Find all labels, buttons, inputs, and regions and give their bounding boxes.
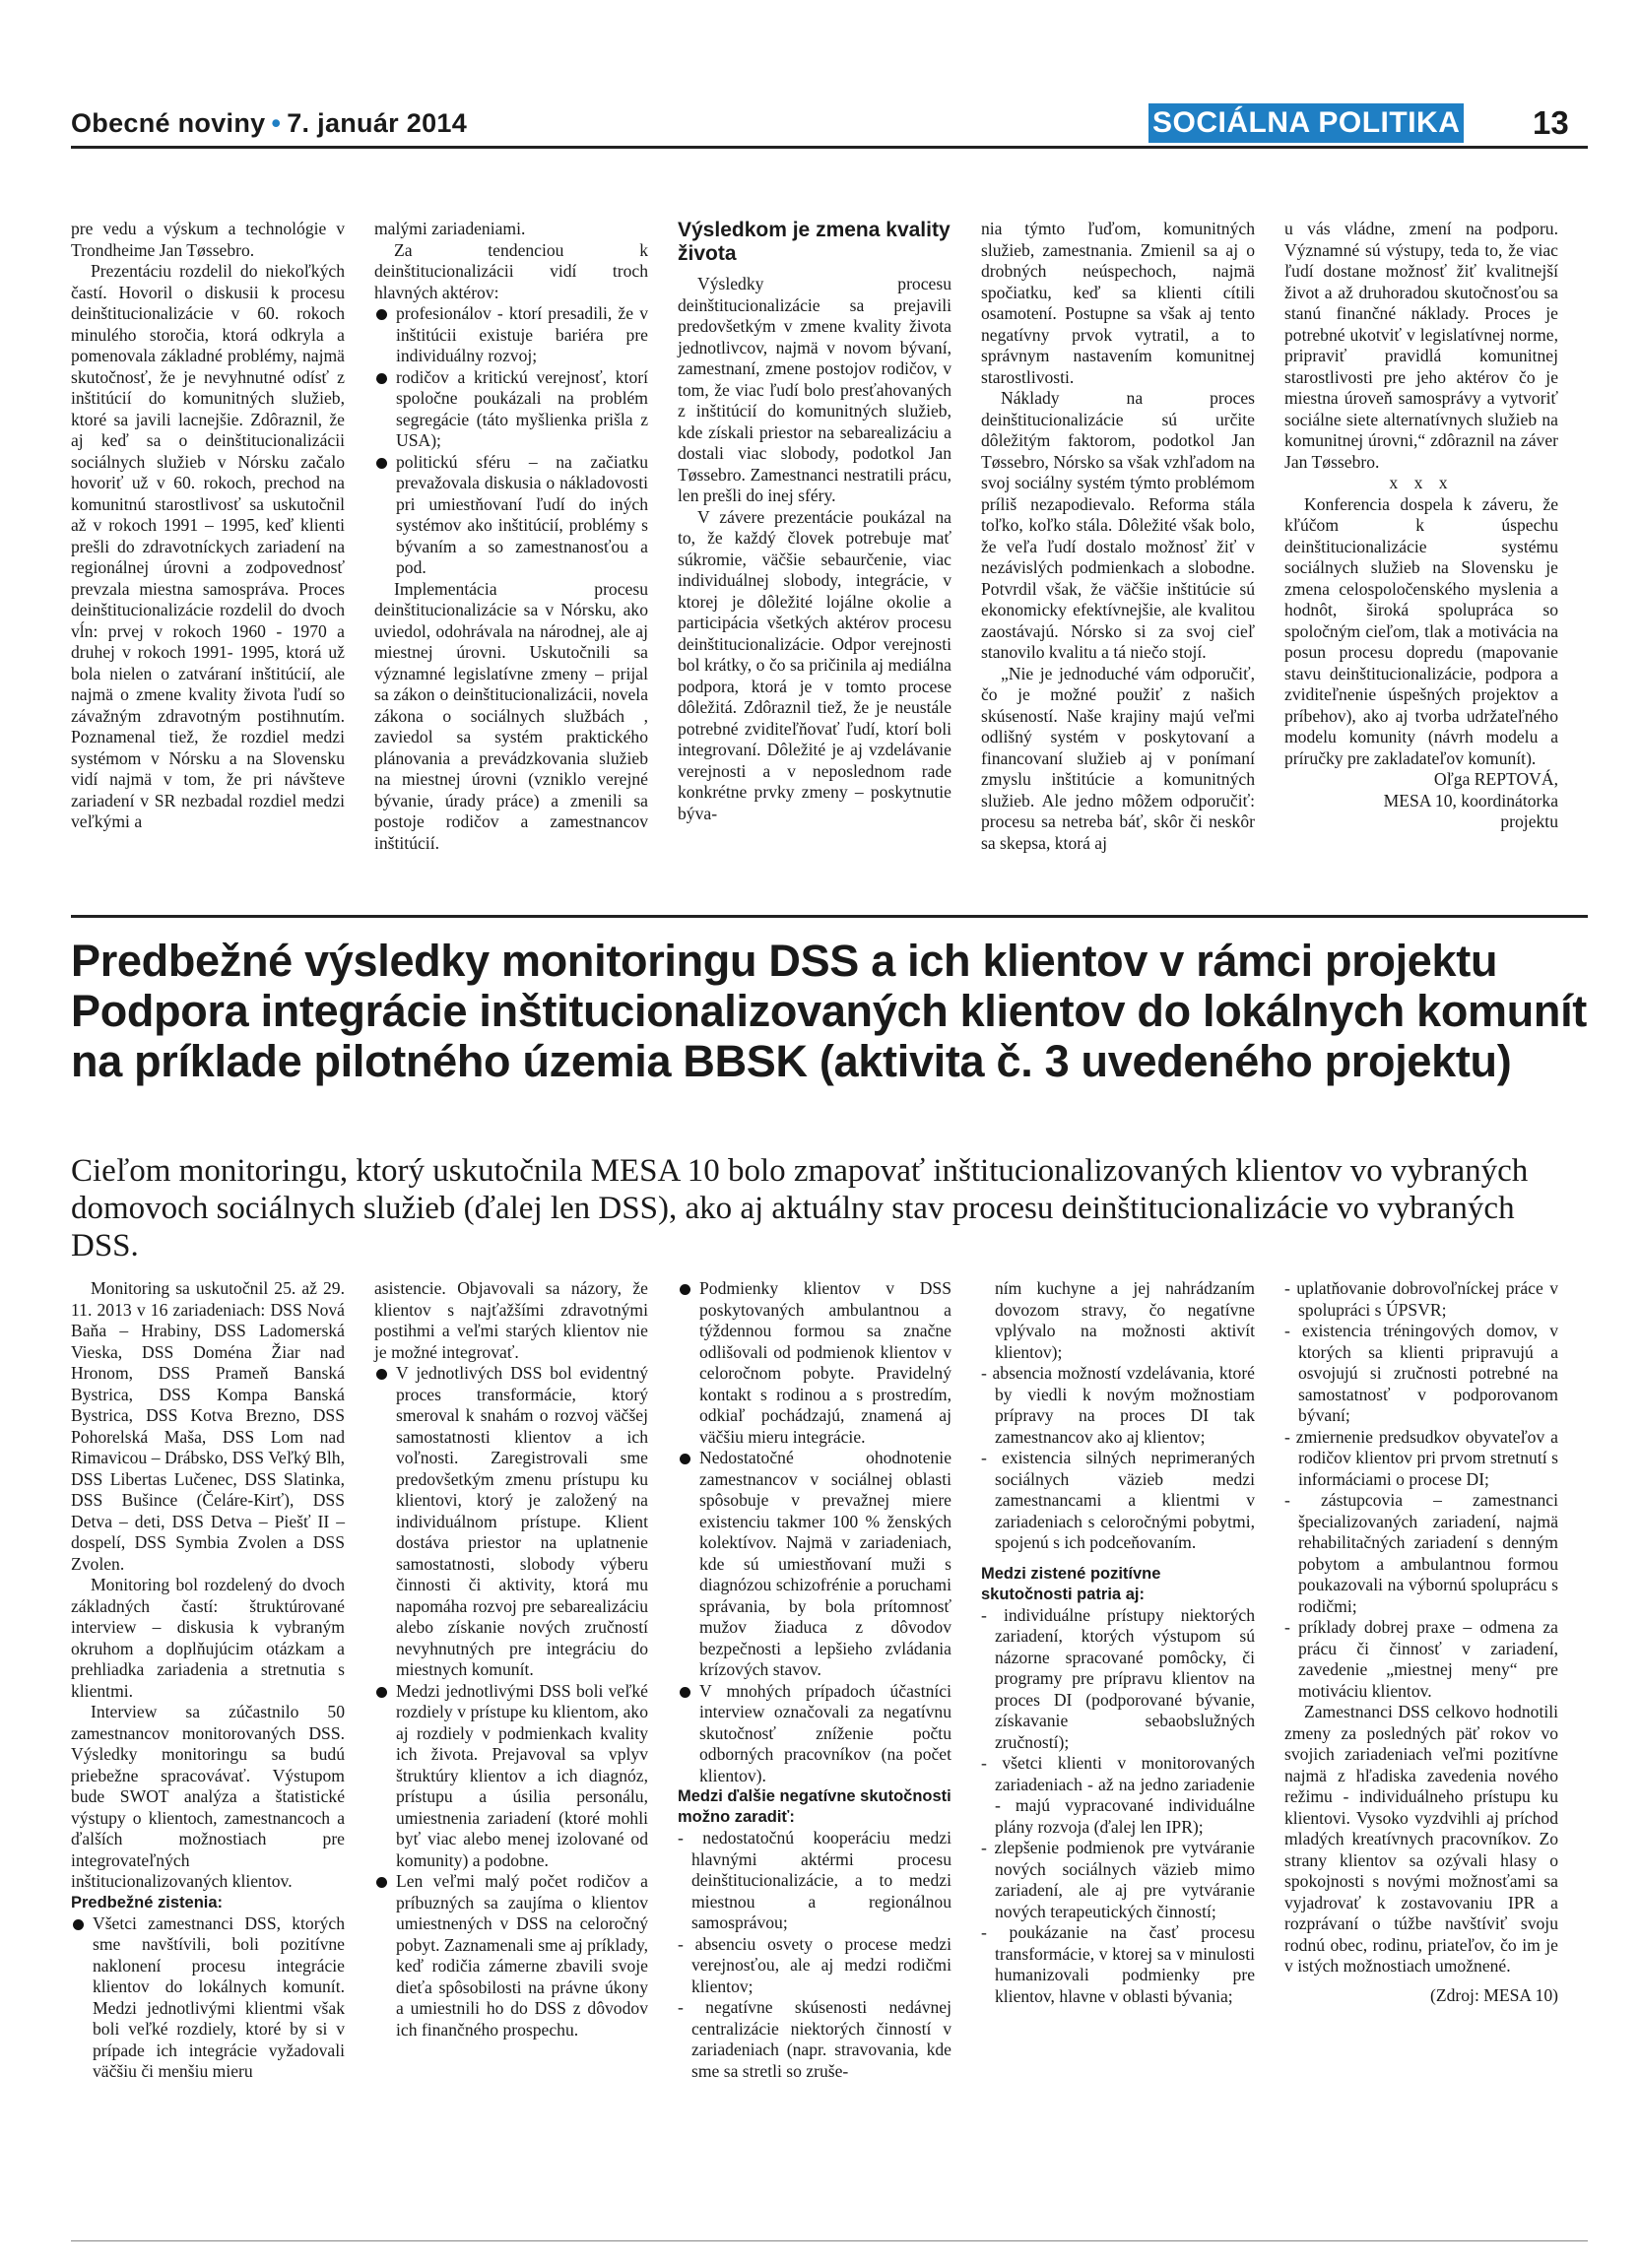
- top-article-column-1: [71, 219, 345, 833]
- author-role: projektu: [1500, 811, 1558, 831]
- main-article-column-5: [1284, 1278, 1558, 2006]
- article-divider: [71, 915, 1588, 918]
- dash-item: - všetci klienti v monitorovaných zariadeniach - až na jedno zariadenie - majú vypracované individuálne plány rozvoja (ďalej len IPR);: [981, 1753, 1255, 1837]
- subheading: Výsledkom je zmena kvality života: [678, 219, 951, 265]
- header-rule: [71, 146, 1588, 149]
- paragraph: malými zariadeniami.: [374, 219, 526, 238]
- dash-item: - absencia možností vzdelávania, ktoré by viedli k novým možnostiam prípravy na proces DI tak zamestnancov ako aj klientov;: [981, 1363, 1255, 1447]
- dash-item: - príklady dobrej praxe – odmena za prácu či činnosť v zariadení, zavedenie „miestnej meny“ pre motiváciu klientov.: [1284, 1617, 1558, 1701]
- issue-date: 7. január 2014: [287, 108, 468, 138]
- paragraph: Výsledky procesu deinštitucionalizácie sa prejavili predovšetkým v zmene kvality života jednotlivcov, najmä v novom bývaní, zamestnaní, zmene postojov rodičov, v tom, že viac ľudí bolo presťahovaných z inštitúcií do komunitných služieb, kde získali priestor na sebarealizáciu a dostali viac slobody, podotkol Jan Tøssebro. Zamestnanci nestratili prácu, len prešli do inej sféry.: [678, 274, 951, 505]
- dash-item: - zmiernenie predsudkov obyvateľov a rodičov klientov pri prvom stretnutí s informáciami o procese DI;: [1284, 1426, 1558, 1489]
- page-number: 13: [1533, 104, 1569, 141]
- dash-item: - absenciu osvety o procese medzi verejnosťou, ale aj medzi rodičmi klientov;: [678, 1933, 951, 1996]
- lead-paragraph: Cieľom monitoringu, ktorý uskutočnila MESA 10 bolo zmapovať inštitucionalizovaných klientov vo vybraných domovoch sociálnych služieb (ďalej len DSS), ako aj aktuálny stav procesu deinštitucionalizácie vo vybraných DSS.: [71, 1153, 1529, 1264]
- bold-heading: Medzi zistené pozitívne skutočnosti patria aj:: [981, 1564, 1161, 1603]
- bullet-item: profesionálov - ktorí presadili, že v inštitúcii existuje bariéra pre individuálny rozvoj;: [374, 303, 648, 367]
- bullet-item: Len veľmi malý počet rodičov a príbuzných sa zaujíma o klientov umiestnených v DSS na celoročný pobyt. Zaznamenali sme aj príklady, keď rodičia zámerne zbavili svoje dieťa spôsobilosti na právne úkony a umiestnili ho do DSS z dôvodov ich finančného prospechu.: [374, 1871, 648, 2041]
- masthead: [71, 108, 467, 139]
- paragraph: asistencie. Objavovali sa názory, že klientov s najťažšími zdravotnými postihmi a veľmi starých klientov nie je možné integrovať.: [374, 1278, 648, 1362]
- bold-heading: Medzi ďalšie negatívne skutočnosti možno zaradiť:: [678, 1787, 951, 1826]
- bullet-item: Podmienky klientov v DSS poskytovaných ambulantnou a týždennou formou sa značne odlišovali od podmienok klientov v celoročnom pobyte. Pravidelný kontakt s rodinou a s prostredím, odkiaľ pochádzajú, znamená aj väčšiu mieru integrácie.: [678, 1278, 951, 1448]
- paragraph: „Nie je jednoduché vám odporučiť, čo je možné použiť z našich skúseností. Naše krajiny majú veľmi odlišný systém v poskytovaní a financovaní služieb aj v ponímaní zmyslu inštitúcie a komunitných služieb. Ale jedno môžem odporučiť: procesu sa netreba báť, skôr či neskôr sa skepsa, ktorá aj: [981, 663, 1255, 853]
- bullet-item: Medzi jednotlivými DSS boli veľké rozdiely v prístupe ku klientom, ako aj rozdiely v podmienkach kvality ich života. Prejavoval sa vplyv štruktúry klientov a ich diagnóz, prístupu a úsilia personálu, umiestnenia zariadení (ktoré mohli byť viac alebo menej izolované od komunity) a podobne.: [374, 1681, 648, 1872]
- dash-item: - poukázanie na časť procesu transformácie, v ktorej sa v minulosti humanizovali podmienky pre klientov, hlavne v oblasti bývania;: [981, 1922, 1255, 2006]
- paragraph: u vás vládne, zmení na podporu. Významné sú výstupy, teda to, že viac ľudí dostane možnosť žiť kvalitnejší život a až druhoradou skutočnosťou sa stanú finančné náklady. Proces je potrebné ukotviť v legislatívnej norme, pripraviť pravidlá komunitnej starostlivosti pre jeho aktérov čo je miestna úroveň samosprávy a vytvoriť sociálne siete alternatívnych služieb na komunitnej úrovni,“ zdôraznil na záver Jan Tøssebro.: [1284, 219, 1558, 472]
- bullet-item: rodičov a kritickú verejnosť, ktorí spoločne poukázali na problém segregácie (táto myšlienka prišla z USA);: [374, 367, 648, 452]
- dash-item: - negatívne skúsenosti nedávnej centralizácie niektorých činností v zariadeniach (napr. stravovania, kde sme sa stretli so zruše-: [678, 1997, 951, 2081]
- top-article-column-2: [374, 219, 648, 854]
- dash-item: - existencia tréningových domov, v ktorých sa klienti pripravujú a osvojujú si zručnosti potrebné na samostatnosť v podporovanom bývaní;: [1284, 1321, 1558, 1425]
- dash-item: - zlepšenie podmienok pre vytváranie nových sociálnych väzieb mimo zariadení, ale aj pre vytváranie nových terapeutických činností;: [981, 1838, 1255, 1921]
- paragraph: V závere prezentácie poukázal na to, že každý človek potrebuje mať súkromie, väčšie sebaurčenie, viac individuálnej slobody, integrácie, v ktorej je dôležité lojálne okolie a participácia všetkých aktérov procesu deinštitucionalizácie. Odpor verejnosti bol krátky, o čo sa pričinila aj mediálna podpora, ktorá je v tomto procese dôležitá. Zdôraznil tiež, že je neustále potrebné zviditeľňovať ľudí, ktorí boli integrovaní. Dôležité je aj vzdelávanie verejnosti a v neposlednom rade konkrétne prvky zmeny – poskytnutie býva-: [678, 506, 951, 823]
- section-label: SOCIÁLNA POLITIKA: [1148, 103, 1464, 143]
- bold-heading: Predbežné zistenia:: [71, 1893, 224, 1912]
- paragraph: Za tendenciou k deinštitucionalizácii vidí troch hlavných aktérov:: [374, 239, 648, 302]
- dash-item-continued: ním kuchyne a jej nahrádzaním dovozom stravy, čo negatívne vplývalo na možnosti aktivít klientov);: [995, 1278, 1255, 1362]
- paragraph: Monitoring bol rozdelený do dvoch základných častí: štruktúrované interview – diskusia k vybraným okruhom a doplňujúcim otázkam a prehliadka zariadenia a stretnutia s klientmi.: [71, 1575, 345, 1701]
- top-article-column-3: [678, 219, 951, 824]
- paragraph: Monitoring sa uskutočnil 25. až 29. 11. 2013 v 16 zariadeniach: DSS Nová Baňa – Hrabiny, DSS Ladomerská Vieska, DSS Doména Žiar nad Hronom, DSS Prameň Banská Bystrica, DSS Kompa Banská Bystrica, DSS Kotva Brezno, DSS Pohorelská Maša, DSS Lom nad Rimavicou – Drábsko, DSS Veľký Blh, DSS Libertas Lučenec, DSS Slatinka, DSS Bušince (Čeláre-Kirť), DSS Detva – deti, DSS Detva – Piešť II – dospelí, DSS Symbia Zvolen a DSS Zvolen.: [71, 1278, 345, 1574]
- bullet-item: Nedostatočné ohodnotenie zamestnancov v sociálnej oblasti spôsobuje v prevažnej miere existenciu takmer 100 % ženských kolektívov. Najmä v zariadeniach, kde sú umiestňovaní muži s diagnózou schizofrénie a poruchami správania, by bola prítomnosť mužov žiaduca z dôvodov bezpečnosti a lepšieho zvládania krízových stavov.: [678, 1448, 951, 1681]
- separator-dot: •: [271, 108, 282, 138]
- dash-item: - zástupcovia – zamestnanci špecializovaných zariadení, najmä rehabilitačných zariadení s denným pobytom a ambulantnou formou poukazovali na výbornú spoluprácu s rodičmi;: [1284, 1490, 1558, 1616]
- main-article-column-2: [374, 1278, 648, 2041]
- bullet-item: V mnohých prípadoch účastníci interview označovali za negatívnu skutočnosť zníženie počtu odborných pracovníkov (na počet klientov).: [678, 1681, 951, 1787]
- dash-item: - uplatňovanie dobrovoľníckej práce v spolupráci s ÚPSVR;: [1284, 1278, 1558, 1320]
- bullet-item: Všetci zamestnanci DSS, ktorých sme navštívili, boli pozitívne naklonení procesu integrácie klientov do lokálnych komunít. Medzi jednotlivými klientmi však boli veľké rozdiely, ktoré by si v prípade ich integrácie vyžadovali väčšiu či menšiu mieru: [71, 1913, 345, 2083]
- paragraph: pre vedu a výskum a technológie v Trondheime Jan Tøssebro.: [71, 219, 345, 260]
- author-name: Oľga REPTOVÁ,: [1433, 769, 1558, 789]
- main-article-column-1: [71, 1278, 345, 2083]
- paragraph: nia týmto ľuďom, komunitných služieb, zamestnania. Zmienil sa aj o drobných neúspechoch, najmä spočiatku, keď sa klienti cítili osamotení. Postupne sa však aj tento negatívny prvok vytratil, a to správnym nastavením komunitnej starostlivosti.: [981, 219, 1255, 387]
- top-article-column-4: [981, 219, 1255, 854]
- top-article-column-5: [1284, 219, 1558, 833]
- paragraph: Konferencia dospela k záveru, že kľúčom k úspechu deinštitucionalizácie systému sociálnych služieb na Slovensku je zmena celospoločenského myslenia a hodnôt, široká spolupráca so spoločným cieľom, tlak a motivácia na posun procesu dopredu (mapovanie stavu deinštitucionalizácie, podpora a zviditeľnenie úspešných projektov a príbehov), ako aj tvorba udržateľného modelu komunity (návrh modelu a príručky pre zakladateľov komunít).: [1284, 493, 1558, 768]
- paragraph: Interview sa zúčastnilo 50 zamestnancov monitorovaných DSS. Výsledky monitoringu sa budú priebežne spracovávať. Výstupom bude SWOT analýza a štatistické výstupy o klientoch, zamestnancoch a ďalších možnostiach pre integrovateľných inštitucionalizovaných klientov.: [71, 1702, 345, 1891]
- paragraph: Prezentáciu rozdelil do niekoľkých častí. Hovoril o diskusii k procesu deinštitucionalizácie v 60. rokoch minulého storočia, ktorá odkryla a pomenovala základné problémy, najmä skutočnosť, že je nevyhnutné odísť z inštitúcií do komunitných služieb, ktoré sa javili lacnejšie. Zdôraznil, že aj keď sa o deinštitucionalizácii sociálnych služieb v Nórsku začalo hovoriť už v 60. rokoch, prechod na komunitnú starostlivosť sa uskutočnil až v rokoch 1991 – 1995, keď klienti prešli do zdravotníckych zariadení na regionálnej úrovni a zodpovednosť prevzala miestna samospráva. Proces deinštitucionalizácie rozdelil do dvoch vĺn: prvej v rokoch 1960 - 1970 a druhej v rokoch 1991- 1995, ktorá už bola nielen o zatváraní inštitúcií, ale najmä o zmene kvality života ľudí so závažným zdravotným postihnutím. Poznamenal tiež, že rozdiel medzi systémom v Nórsku a na Slovensku vidí najmä v tom, že pri návšteve zariadení v SR nezbadal rozdiel medzi veľkými a: [71, 261, 345, 831]
- paragraph: Implementácia procesu deinštitucionalizácie sa v Nórsku, ako uviedol, odohrávala na národnej, ale aj miestnej úrovni. Uskutočnili sa významné legislatívne zmeny – prijal sa zákon o deinštitucionalizácii, novela zákona o sociálnych službách , zaviedol sa systém praktického plánovania a prevádzkovania služieb na miestnej úrovni (vzniklo verejné bývanie, úrady práce) a zmenili sa postoje rodičov a zamestnancov inštitúcií.: [374, 578, 648, 853]
- main-article-column-3: [678, 1278, 951, 2082]
- source-note: (Zdroj: MESA 10): [1430, 1984, 1558, 2005]
- footer-rule: [71, 2240, 1588, 2241]
- dash-item: - nedostatočnú kooperáciu medzi hlavnými aktérmi procesu deinštitucionalizácie, a to medzi miestnou a regionálnou samosprávou;: [678, 1828, 951, 1932]
- paper-name: Obecné noviny: [71, 108, 266, 138]
- main-headline: Predbežné výsledky monitoringu DSS a ich klientov v rámci projektu Podpora integrácie inštitucionalizovaných klientov do lokálnych komunít na príklade pilotného územia BBSK (aktivita č. 3 uvedeného projektu): [71, 936, 1587, 1086]
- paragraph: Zamestnanci DSS celkovo hodnotili zmeny za posledných päť rokov vo svojich zariadeniach veľmi pozitívne najmä z hľadiska zavedenia nového režimu - individuálneho prístupu ku klientovi. Vysoko vyzdvihli aj príchod mladých kreatívnych pracovníkov. Zo strany klientov sa ozývali hlasy o spokojnosti s novými možnosťami sa vyjadrovať k zostavovaniu IPR a rozprávaní o túžbe navštíviť svoju rodnú obec, rodinu, priateľov, čo im je v istých možnostiach umožnené.: [1284, 1702, 1558, 1976]
- author-affiliation: MESA 10, koordinátorka: [1383, 790, 1558, 810]
- bullet-item: V jednotlivých DSS bol evidentný proces transformácie, ktorý smeroval k snahám o rozvoj väčšej samostatnosti klientov a ich voľnosti. Zaregistrovali sme predovšetkým zmenu prístupu ku klientovi, ktorý je založený na individuálnom prístupe. Klient dostáva priestor na uplatnenie samostatnosti, slobody výberu činnosti či aktivity, ktorá mu napomáha rozvoj pre sebarealizáciu alebo získanie nových zručností nevyhnutných pre integráciu do miestnych komunít.: [374, 1363, 648, 1681]
- main-article-column-4: [981, 1278, 1255, 2007]
- section-separator: x x x: [1389, 473, 1454, 492]
- bullet-item: politickú sféru – na začiatku prevažovala diskusia o nákladovosti pri umiestňovaní ľudí do iných systémov ako inštitúcií, problémy s bývaním a so zamestnanosťou a pod.: [374, 452, 648, 579]
- dash-item: - individuálne prístupy niektorých zariadení, ktorých výstupom sú názorne spracované pomôcky, či programy pre prípravu klientov na proces DI (podporované bývanie, získavanie sebaobslužných zručností);: [981, 1604, 1255, 1752]
- dash-item: - existencia silných neprimeraných sociálnych väzieb medzi zamestnancami a klientmi v zariadeniach s celoročnými pobytmi, spojenú s ich podceňovaním.: [981, 1448, 1255, 1552]
- paragraph: Náklady na proces deinštitucionalizácie sú určite dôležitým faktorom, podotkol Jan Tøssebro, Nórsko sa však vzhľadom na svoj sociálny systém týmto problémom príliš nezapodievalo. Reforma stála toľko, koľko stála. Dôležité však bolo, že veľa ľudí dostalo možnosť žiť v nezávislých podmienkach a slobodne. Potvrdil však, že väčšie inštitúcie sú ekonomicky efektívnejšie, ale kvalitou zaostávajú. Nórsko si za svoj cieľ stanovilo kvalitu a tá niečo stojí.: [981, 388, 1255, 662]
